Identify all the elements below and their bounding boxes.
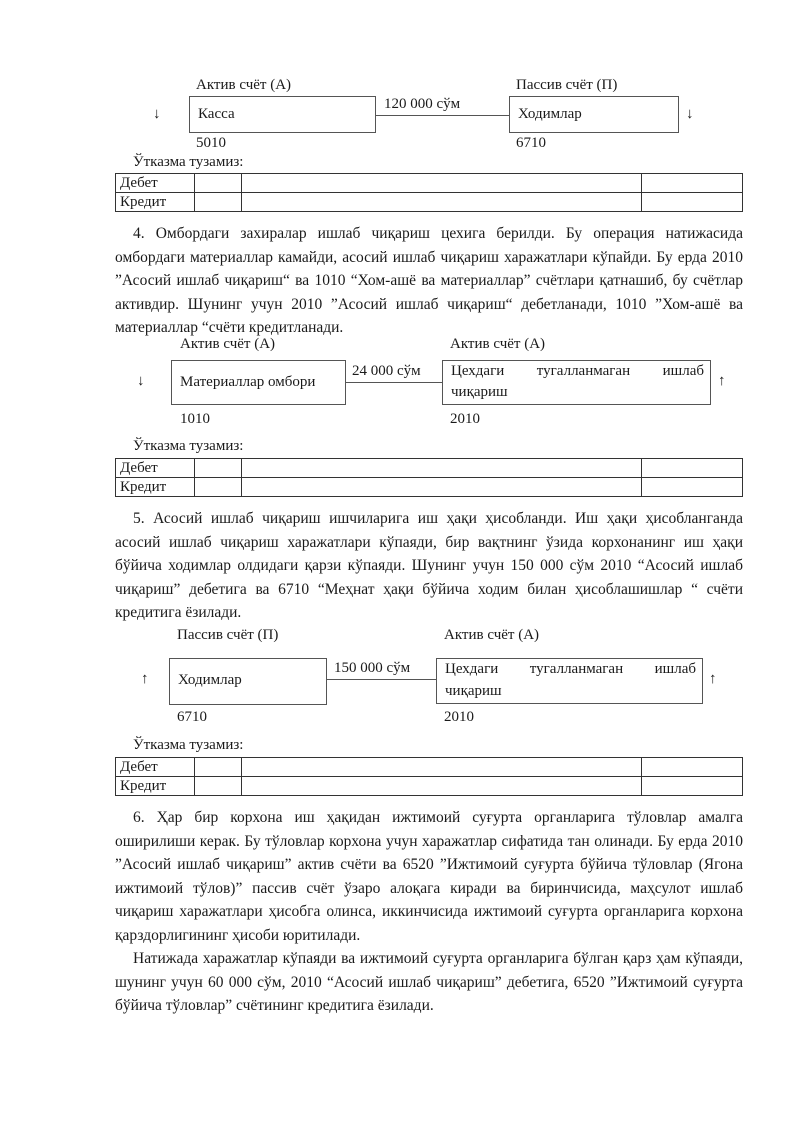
paragraph-text: 5. Асосий ишлаб чиқариш ишчиларига иш ҳақи ҳисобланди. Иш ҳақи ҳисобланганда асосий ишлаб чиқариш харажатлари кўпаяди, бир вақтнинг ўзида корхонанинг иш ҳақи бўйича ходимлар олдидаги қарзи кўпаяди. Шунинг учун 150 000 сўм 2010 “Асосий ишлаб чиқариш” дебетига ва 6710 “Меҳнат ҳақи бўйича ходим билан ҳисоблашишлар “ счёти кредитига ёзилади.	[115, 510, 743, 621]
account-type-label: Пассив счёт (П)	[516, 77, 618, 93]
account-name-line1: Цехдаги тугалланмаган ишлаб	[451, 363, 704, 379]
account-code: 2010	[450, 411, 480, 427]
account-code: 1010	[180, 411, 210, 427]
arrow-down-icon: ↓	[137, 373, 145, 389]
table-row	[116, 193, 743, 212]
table-row	[116, 478, 743, 497]
account-code: 6710	[516, 135, 546, 151]
account-box-xodimlar	[169, 658, 327, 705]
account-name: Материаллар омбори	[180, 374, 316, 390]
arrow-up-icon: ↑	[709, 671, 717, 687]
table-row	[116, 174, 743, 193]
account-code: 6710	[177, 709, 207, 725]
account-box-wip	[442, 360, 711, 405]
account-name: Ходимлар	[178, 672, 242, 688]
debit-label: Дебет	[116, 459, 195, 478]
account-name: Ходимлар	[518, 106, 582, 122]
transfer-amount: 150 000 сўм	[334, 660, 411, 676]
table-row	[116, 758, 743, 777]
account-type-label: Актив счёт (А)	[180, 336, 276, 352]
account-name-line2: чиқариш	[445, 683, 502, 699]
posting-caption: Ўтказма тузамиз:	[133, 737, 244, 753]
account-type-label: Актив счёт (А)	[196, 77, 292, 93]
paragraph-text: 6. Ҳар бир корхона иш ҳақидан ижтимоий суғурта органларига тўловлар амалга оширилиши керак. Бу тўловлар корхона учун харажатлар сифатида тан олинади. Бу ерда 2010 ”Асосий ишлаб чиқариш” актив счёти ва 6520 ”Ижтимоий суғурта бўйича тўловлар (Ягона ижтимоий тўлов)” пассив счёт ўзаро алоқага киради ва биринчисида, маҳсулот ишлаб чиқариш харажатлари ҳисобга олинса, иккинчисида ижтимоий суғурта органларига корхона қарздорлигининг ҳисоби юритилади.	[115, 809, 743, 944]
arrow-down-icon: ↓	[686, 106, 694, 122]
debit-label: Дебет	[116, 758, 195, 777]
account-code: 2010	[444, 709, 474, 725]
posting-table	[115, 173, 743, 212]
debit-label: Дебет	[116, 174, 195, 193]
credit-label: Кредит	[116, 193, 195, 212]
paragraph-6	[115, 806, 743, 1018]
paragraph-text: Натижада харажатлар кўпаяди ва ижтимоий суғурта органларига бўлган қарз ҳам кўпаяди, шунинг учун 60 000 сўм, 2010 “Асосий ишлаб чиқариш” дебетига, 6520 ”Ижтимоий суғурта бўйича тўловлар” счётининг кредитига ёзилади.	[115, 950, 743, 1014]
account-type-label: Актив счёт (А)	[450, 336, 546, 352]
transfer-amount: 24 000 сўм	[352, 363, 421, 379]
account-box-kassa	[189, 96, 376, 133]
paragraph-4	[115, 222, 743, 340]
posting-caption: Ўтказма тузамиз:	[133, 154, 244, 170]
arrow-up-icon: ↑	[718, 373, 726, 389]
account-type-label: Пассив счёт (П)	[177, 627, 279, 643]
posting-table	[115, 757, 743, 796]
posting-table	[115, 458, 743, 497]
posting-caption: Ўтказма тузамиз:	[133, 438, 244, 454]
connector-line	[327, 679, 436, 680]
table-row	[116, 777, 743, 796]
account-type-label: Актив счёт (А)	[444, 627, 540, 643]
account-name-line1: Цехдаги тугалланмаган ишлаб	[445, 661, 696, 677]
transfer-amount: 120 000 сўм	[384, 96, 461, 112]
account-name: Касса	[198, 106, 235, 122]
table-row	[116, 459, 743, 478]
credit-label: Кредит	[116, 777, 195, 796]
account-box-materials	[171, 360, 346, 405]
arrow-down-icon: ↓	[153, 106, 161, 122]
connector-line	[346, 382, 442, 383]
account-box-wip	[436, 658, 703, 704]
paragraph-5	[115, 507, 743, 625]
account-name-line2: чиқариш	[451, 384, 508, 400]
account-box-xodimlar	[509, 96, 679, 133]
arrow-up-icon: ↑	[141, 671, 149, 687]
connector-line	[376, 115, 509, 116]
paragraph-text: 4. Омбордаги захиралар ишлаб чиқариш цехига берилди. Бу операция натижасида омбордаги материаллар камайди, асосий ишлаб чиқариш харажатлари кўпайди. Бу ерда 2010 ”Асосий ишлаб чиқариш“ ва 1010 “Хом-ашё ва материаллар” счётлари қатнашиб, бу счётлар активдир. Шунинг учун 2010 ”Асосий ишлаб чиқариш“ дебетланади, 1010 ”Хом-ашё ва материаллар “счёти кредитланади.	[115, 225, 743, 336]
credit-label: Кредит	[116, 478, 195, 497]
account-code: 5010	[196, 135, 226, 151]
